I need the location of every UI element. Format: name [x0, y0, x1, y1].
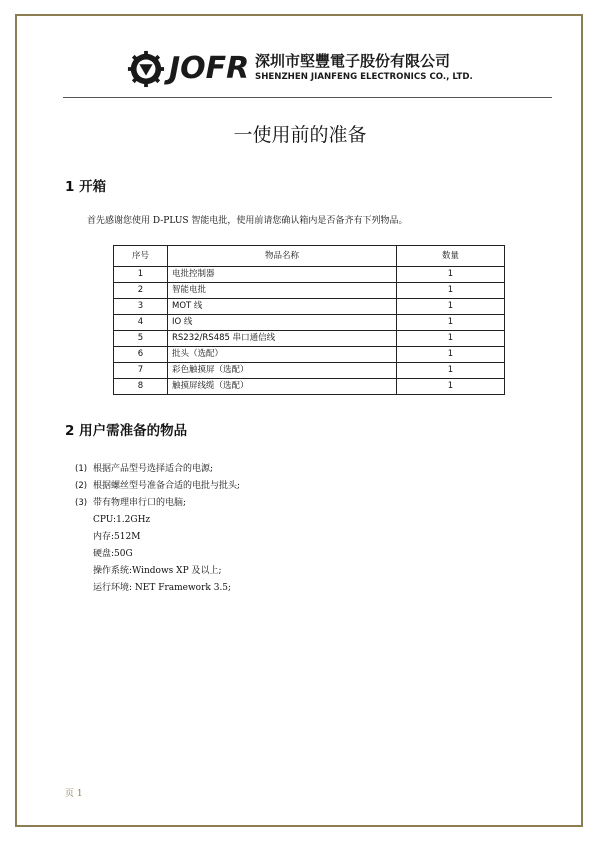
brand-logo-text: JOFR [169, 51, 250, 86]
page-title: 一使用前的准备 [233, 124, 367, 146]
column-header-qty: 数量 [397, 246, 505, 267]
package-contents-table [113, 245, 505, 395]
table-row [114, 363, 505, 379]
table-header-row [114, 246, 505, 267]
table-row [114, 379, 505, 395]
cell-qty: 1 [397, 331, 505, 347]
cell-name: 电批控制器 [168, 267, 397, 283]
cell-no: 3 [114, 299, 168, 315]
cell-qty: 1 [397, 315, 505, 331]
table-row [114, 331, 505, 347]
cell-no: 6 [114, 347, 168, 363]
cell-qty: 1 [397, 379, 505, 395]
company-name-en: SHENZHEN JIANFENG ELECTRONICS CO., LTD. [255, 72, 473, 82]
gear-logo-icon [127, 50, 165, 88]
section-heading-user-prep: 2 用户需准备的物品 [65, 423, 188, 439]
column-header-name: 物品名称 [168, 246, 397, 267]
section-heading-unboxing: 1 开箱 [65, 179, 107, 195]
list-item-text: 根据产品型号选择适合的电源; [93, 464, 214, 474]
intro-paragraph: 首先感谢您使用 D-PLUS 智能电批，使用前请您确认箱内是否备齐有下列物品。 [87, 216, 408, 226]
table-row [114, 347, 505, 363]
cell-no: 1 [114, 267, 168, 283]
cell-name: 触摸屏线缆（选配） [168, 379, 397, 395]
letterhead [127, 50, 507, 90]
cell-name: MOT 线 [168, 299, 397, 315]
list-item [75, 461, 240, 478]
cell-qty: 1 [397, 299, 505, 315]
spec-memory: 内存:512M [93, 532, 141, 542]
table-row [114, 283, 505, 299]
spec-disk: 硬盘:50G [93, 549, 133, 559]
cell-qty: 1 [397, 283, 505, 299]
table-row [114, 267, 505, 283]
header-divider [63, 97, 552, 98]
requirements-list [75, 461, 240, 597]
cell-name: 批头（选配） [168, 347, 397, 363]
spec-runtime: 运行环境: NET Framework 3.5; [93, 583, 232, 593]
cell-no: 5 [114, 331, 168, 347]
list-item-text: 带有物理串行口的电脑; [93, 498, 187, 508]
list-item [75, 478, 240, 495]
list-item-text: 根据螺丝型号准备合适的电批与批头; [93, 481, 241, 491]
table-row [114, 299, 505, 315]
cell-qty: 1 [397, 267, 505, 283]
cell-no: 7 [114, 363, 168, 379]
spec-os: 操作系统:Windows XP 及以上; [93, 566, 222, 576]
cell-name: IO 线 [168, 315, 397, 331]
cell-qty: 1 [397, 347, 505, 363]
spec-cpu: CPU:1.2GHz [93, 515, 151, 525]
table-row [114, 315, 505, 331]
company-name-cn: 深圳市堅豐電子股份有限公司 [255, 52, 451, 70]
list-item-number: (3) [75, 498, 88, 508]
cell-no: 4 [114, 315, 168, 331]
cell-no: 8 [114, 379, 168, 395]
column-header-no: 序号 [114, 246, 168, 267]
cell-name: 智能电批 [168, 283, 397, 299]
cell-name: RS232/RS485 串口通信线 [168, 331, 397, 347]
list-item [75, 495, 240, 512]
cell-no: 2 [114, 283, 168, 299]
page-number: 页 1 [65, 789, 83, 799]
list-item-number: (2) [75, 481, 88, 491]
cell-name: 彩色触摸屏（选配） [168, 363, 397, 379]
cell-qty: 1 [397, 363, 505, 379]
list-item-number: (1) [75, 464, 88, 474]
